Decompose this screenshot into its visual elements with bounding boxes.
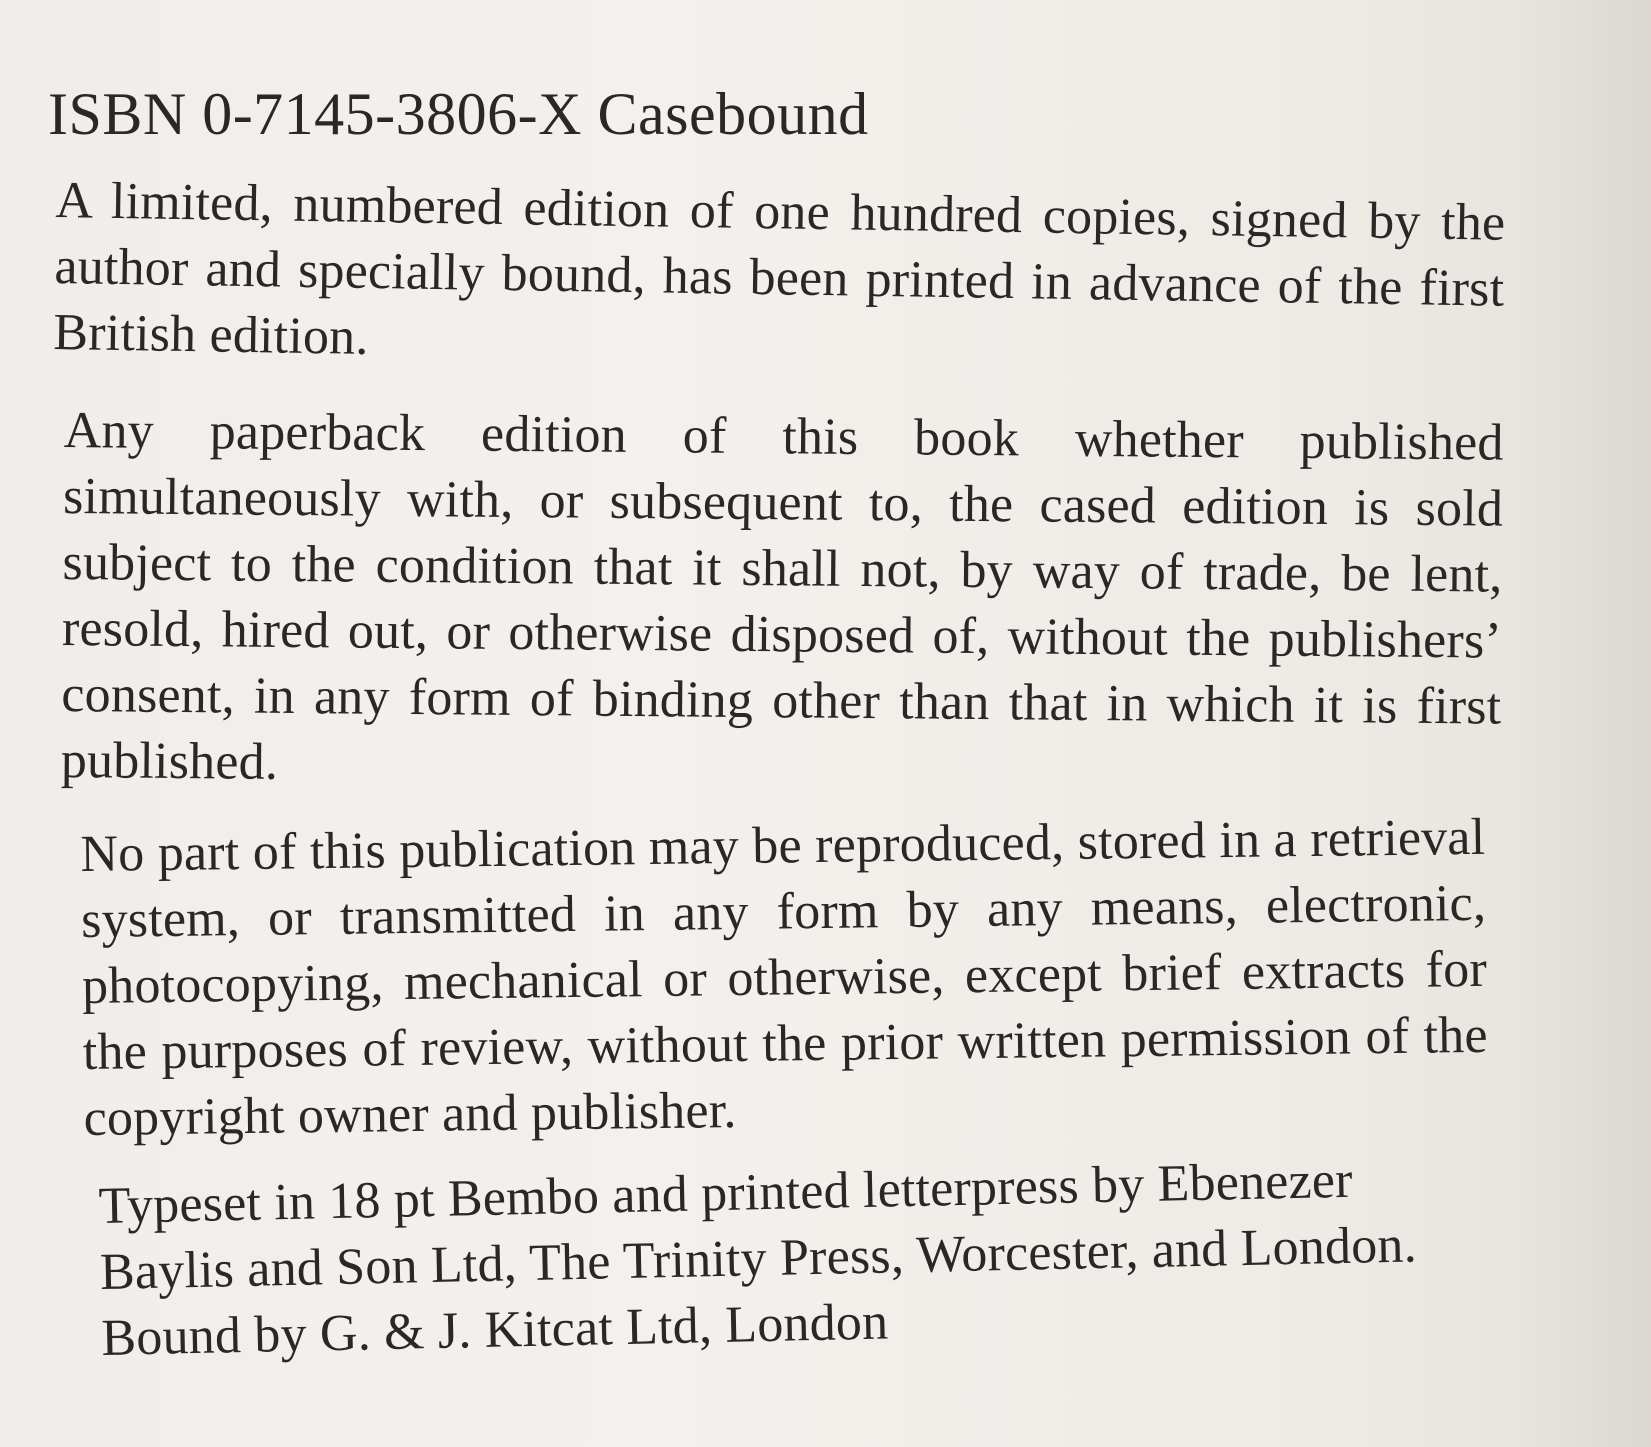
isbn-line: ISBN 0-7145-3806-X Casebound bbox=[48, 81, 869, 147]
page-edge-shadow bbox=[1511, 0, 1651, 1447]
colophon-binder-line: Bound by G. & J. Kitcat Ltd, London bbox=[100, 1293, 889, 1367]
colophon bbox=[98, 1145, 1482, 1372]
colophon-printer-line: Baylis and Son Ltd, The Trinity Press, Worcester, and London. bbox=[99, 1216, 1418, 1301]
limited-edition-paragraph: A limited, numbered edition of one hundred copies, signed by the author and specially bound, has been printed in advance of the first British edition. bbox=[52, 171, 1506, 366]
copyright-notice-paragraph: No part of this publication may be reproduced, stored in a retrieval system, or transmitted in any form by any means, electronic, photocopying, mechanical or otherwise, except brief extracts for the purposes of review, without the prior written permission of the copyright owner and publisher. bbox=[80, 808, 1489, 1147]
paperback-condition-paragraph: Any paperback edition of this book whether published simultaneously with, or subsequent to, the cased edition is sold subject to the condition that it shall not, by way of trade, be lent, resold, hired out, or otherwise disposed of, without the publishers’ consent, in any form of binding other than that in which it is first published. bbox=[60, 401, 1504, 791]
colophon-typeset-line: Typeset in 18 pt Bembo and printed letterpress by Ebenezer bbox=[98, 1151, 1354, 1235]
